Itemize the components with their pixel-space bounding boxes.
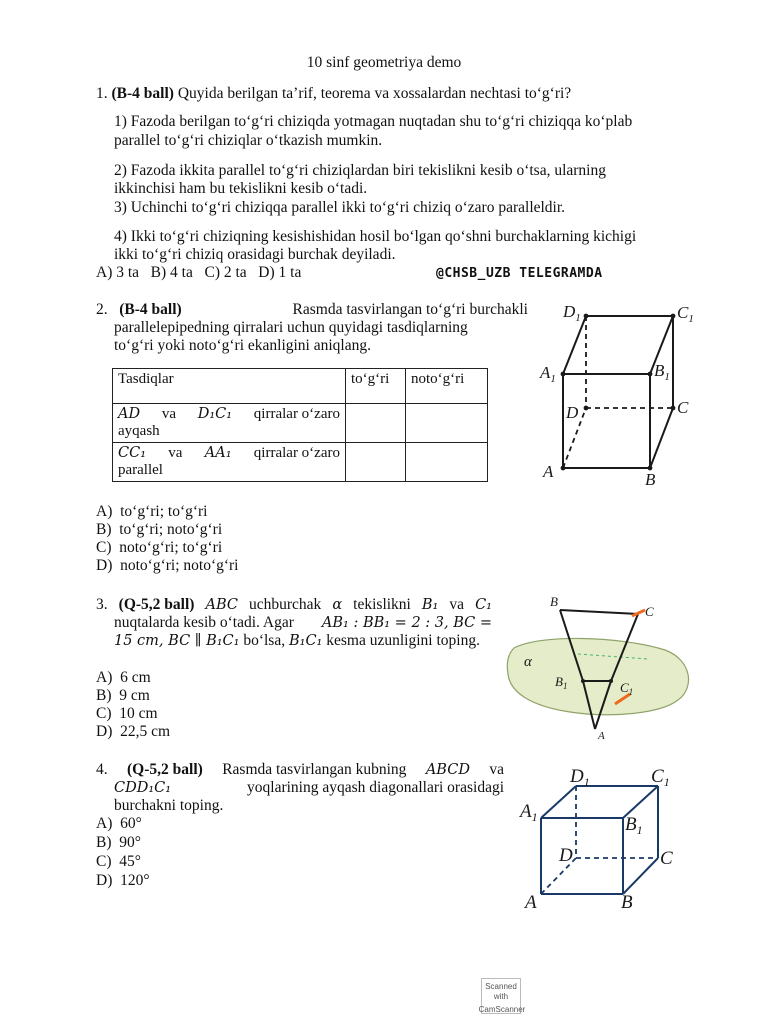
table-row	[113, 443, 488, 482]
label-c1: $C_1$	[651, 766, 670, 789]
telegram-watermark: @CHSB_UZB TELEGRAMDA	[436, 266, 603, 281]
label-d1: $D_1$	[563, 302, 581, 324]
option-d[interactable]: D) 120°	[96, 872, 150, 889]
option-d[interactable]: D) 22,5 cm	[96, 723, 171, 740]
label-b1: $B_1$	[555, 674, 568, 691]
label-b1: $B_1$	[625, 814, 643, 837]
question-number: 4.	[96, 761, 108, 778]
label-d1: $D_1$	[570, 766, 590, 789]
question-2-line-3: to‘g‘ri yoki noto‘g‘ri ekanligini aniqlang.	[114, 337, 371, 354]
label-b: B	[621, 892, 633, 913]
table-cell-statement: CC₁ va AA₁ qirralar o‘zaro parallel	[113, 443, 346, 482]
table-cell-false-answer[interactable]	[406, 404, 488, 443]
label-alpha: α	[524, 654, 532, 670]
option-b[interactable]: B) 9 cm	[96, 687, 150, 704]
question-points: (Q-5,2 ball)	[127, 761, 203, 778]
page-title: 10 sinf geometriya demo	[306, 54, 462, 71]
question-number: 3.	[96, 596, 108, 613]
label-a1: $A_1$	[520, 801, 538, 824]
statement-4-line-1: 4) Ikki to‘g‘ri chiziqning kesishishidan hosil bo‘lgan qo‘shni burchaklarning kichigi	[114, 228, 637, 245]
label-b1: $B_1$	[654, 361, 670, 383]
question-1-header	[96, 85, 571, 103]
label-d: D	[566, 403, 579, 422]
statement-3: 3) Uchinchi to‘g‘ri chiziqqa parallel ikki to‘g‘ri chiziq o‘zaro paralleldir.	[114, 199, 566, 216]
label-a1: $A_1$	[540, 363, 556, 385]
option-d[interactable]: D) noto‘g‘ri; noto‘g‘ri	[96, 557, 239, 574]
option-c[interactable]: C) 10 cm	[96, 705, 158, 722]
camscanner-badge	[478, 978, 526, 1014]
option-a[interactable]: A) 60°	[96, 815, 142, 832]
scanner-line-2: CamScanner	[478, 1005, 526, 1014]
label-b: B	[645, 470, 656, 489]
question-2-line-1: Rasmda tasvirlangan to‘g‘ri burchakli	[292, 301, 528, 318]
label-d: D	[559, 845, 573, 866]
question-1-answers: A) 3 ta B) 4 ta C) 2 ta D) 1 ta	[96, 264, 302, 281]
option-c[interactable]: C) 45°	[96, 853, 141, 870]
question-2-text	[96, 301, 528, 355]
option-a[interactable]: A) to‘g‘ri; to‘g‘ri	[96, 503, 208, 520]
question-points: (B-4 ball)	[111, 85, 174, 102]
statements-table	[112, 368, 488, 482]
table-cell-true-answer[interactable]	[346, 443, 406, 482]
question-3-text: 3. (Q-5,2 ball) ABC uchburchak α tekislikni B₁ va C₁ nuqtalarda kesib o‘tadi. Agar AB₁ : BB₁ = 2 : 3, BC = 15 cm, BC ∥ B₁C₁ bo‘lsa, B₁C₁ kesma uzunligini toping.	[96, 596, 492, 649]
option-b[interactable]: B) 90°	[96, 834, 141, 851]
question-points: (B-4 ball)	[119, 301, 182, 318]
parallelepiped-figure	[530, 296, 705, 492]
label-a: A	[525, 892, 537, 913]
label-c: C	[660, 848, 673, 869]
label-c1: $C_1$	[620, 680, 634, 697]
statement-2-line-1: 2) Fazoda ikkita parallel to‘g‘ri chiziqlardan biri tekislikni kesib o‘tsa, ularning	[114, 162, 606, 179]
question-4-text: 4. (Q-5,2 ball) Rasmda tasvirlangan kubning ABCD va CDD₁C₁ yoqlarining ayqash diagonallari orasidagi burchakni toping.	[96, 761, 504, 814]
table-row	[113, 404, 488, 443]
question-text: Quyida berilgan ta’rif, teorema va xossalardan nechtasi to‘g‘ri?	[177, 85, 572, 102]
statement-2-line-2: ikkinchisi ham bu tekislikni kesib o‘tadi.	[114, 180, 368, 197]
label-a: A	[543, 462, 554, 481]
table-cell-statement: AD va D₁C₁ qirralar o‘zaro ayqash	[113, 404, 346, 443]
option-b[interactable]: B) to‘g‘ri; noto‘g‘ri	[96, 521, 223, 538]
table-header-false: noto‘g‘ri	[406, 369, 488, 404]
label-b: B	[550, 596, 558, 609]
question-2-line-2: parallelepipedning qirralari uchun quyidagi tasdiqlarning	[114, 319, 468, 336]
question-number: 2.	[96, 301, 108, 318]
scanner-line-1: Scanned with	[485, 982, 517, 1001]
plane-triangle-figure	[500, 596, 700, 748]
option-a[interactable]: A) 6 cm	[96, 669, 151, 686]
cube-figure	[515, 762, 685, 917]
option-c[interactable]: C) noto‘g‘ri; to‘g‘ri	[96, 539, 223, 556]
statement-4-line-2: ikki to‘g‘ri chiziq orasidagi burchak deyiladi.	[114, 246, 396, 263]
table-header-statements: Tasdiqlar	[113, 369, 346, 404]
table-cell-false-answer[interactable]	[406, 443, 488, 482]
statement-1-line-2: parallel to‘g‘ri chiziqlar o‘tkazish mumkin.	[114, 132, 383, 149]
table-cell-true-answer[interactable]	[346, 404, 406, 443]
statement-1-line-1: 1) Fazoda berilgan to‘g‘ri chiziqda yotmagan nuqtadan shu to‘g‘ri chiziqqa ko‘plab	[114, 113, 633, 130]
question-number: 1.	[96, 85, 108, 102]
label-a: A	[598, 730, 605, 742]
label-c: C	[677, 398, 689, 417]
question-points: (Q-5,2 ball)	[118, 596, 195, 613]
label-c: C	[645, 604, 654, 619]
label-c1: $C_1$	[677, 303, 694, 325]
table-header-true: to‘g‘ri	[346, 369, 406, 404]
